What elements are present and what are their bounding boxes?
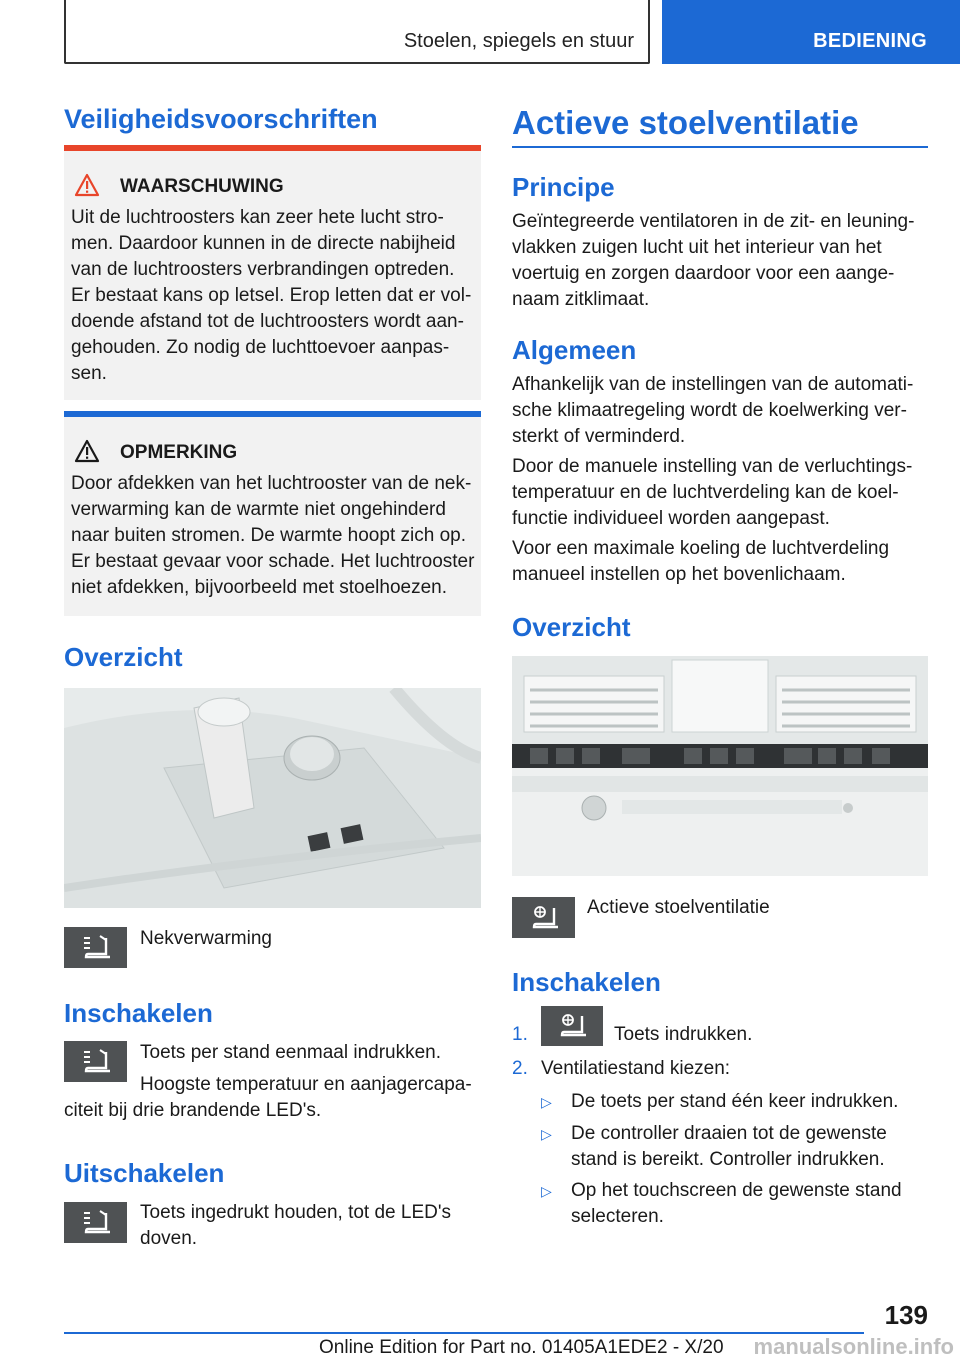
title-rule (512, 146, 928, 148)
substep-bullet-icon: ▷ (541, 1183, 552, 1199)
step-2-number: 2. (512, 1058, 528, 1079)
switch-on-line2: Hoogste temperatuur en aanjagercapa- (140, 1074, 472, 1095)
chapter-title: Stoelen, spiegels en stuur (403, 30, 634, 52)
footer-rule (64, 1332, 864, 1334)
neck-warmer-button[interactable] (64, 927, 127, 968)
note-text: Door afdekken van het luchtrooster van de nek- verwarming kan de warmte niet ongehinderd naar buiten stromen. De warmte hoopt zich op. Er bestaat gevaar voor schade. Het luchtrooster niet afdekken, bijvoorbeeld met stoelhoezen. (71, 473, 475, 598)
seat-ventilation-icon (552, 1010, 592, 1042)
step-1-text: Toets indrukken. (614, 1024, 753, 1045)
edition-text: Online Edition for Part no. 01405A1EDE2 - X/20 (319, 1337, 724, 1358)
substep-1: De toets per stand één keer indrukken. (571, 1091, 899, 1112)
step-2-text: Ventilatiestand kiezen: (541, 1058, 731, 1079)
overview-heading-right: Overzicht (512, 612, 631, 642)
neck-heating-icon (76, 932, 116, 964)
section-tab[interactable] (662, 0, 960, 64)
switch-on-line3: citeit bij drie brandende LED's. (64, 1100, 322, 1121)
principle-text: Geïntegreerde ventilatoren in de zit- en leuning- vlakken zuigen lucht uit het interieur van het voertuig en zorgen daardoor voor een aange- naam zitklimaat. (512, 211, 915, 310)
switch-on-heading-right: Inschakelen (512, 967, 661, 997)
switch-on-line1: Toets per stand eenmaal indrukken. (140, 1042, 442, 1063)
caution-triangle-icon (74, 439, 100, 463)
general-heading: Algemeen (512, 335, 637, 365)
seat-ventilation-icon (524, 902, 564, 934)
seat-ventilation-button[interactable] (512, 897, 575, 938)
section-title: Actieve stoelventilatie (512, 104, 859, 141)
header-chapter-box (64, 0, 650, 64)
switch-off-line1: Toets ingedrukt houden, tot de LED's (140, 1202, 451, 1223)
center-console-photo (64, 688, 481, 908)
seat-ventilation-button-step[interactable] (541, 1006, 603, 1046)
substep-bullet-icon: ▷ (541, 1126, 552, 1142)
neck-heating-icon (76, 1046, 116, 1078)
switch-off-heading: Uitschakelen (64, 1158, 225, 1188)
neck-warmer-button-off[interactable] (64, 1202, 127, 1243)
section-tab-label: BEDIENING (813, 30, 927, 52)
climate-panel-photo (512, 656, 928, 876)
warning-box (64, 151, 481, 400)
switch-on-heading-left: Inschakelen (64, 998, 213, 1028)
substep-bullet-icon: ▷ (541, 1094, 552, 1110)
climate-panel-illustration (512, 656, 928, 876)
principle-heading: Principe (512, 172, 615, 202)
note-label: OPMERKING (120, 442, 238, 463)
note-box (64, 417, 481, 616)
neck-warmer-button-on[interactable] (64, 1041, 127, 1082)
substep-2: De controller draaien tot de gewenste stand is bereikt. Controller indrukken. (571, 1123, 887, 1170)
step-1-number: 1. (512, 1024, 528, 1045)
neck-heating-icon (76, 1207, 116, 1239)
overview-heading-left: Overzicht (64, 642, 183, 672)
watermark-text: manualsonline.info (753, 1334, 954, 1359)
center-console-illustration (64, 688, 481, 908)
warning-text: Uit de luchtroosters kan zeer hete lucht stro- men. Daardoor kunnen in de directe nabijheid van de luchtroosters verbrandingen optreden. Er bestaat kans op letsel. Erop letten dat er vol- doende afstand tot de luchtroosters wordt aan- gehouden. Zo nodig de luchttoevoer aanpas- sen. (71, 207, 472, 384)
general-paragraph-2: Door de manuele instelling van de verluchtings- temperatuur en de luchtverdeling kan de koel- functie individueel worden aangepast. (512, 456, 913, 529)
switch-off-line2: doven. (140, 1228, 198, 1249)
warning-label: WAARSCHUWING (120, 176, 284, 197)
vent-caption: Actieve stoelventilatie (587, 897, 770, 918)
page-number: 139 (884, 1300, 928, 1330)
substep-3: Op het touchscreen de gewenste stand selecteren. (571, 1180, 902, 1227)
safety-heading: Veiligheidsvoorschriften (64, 104, 378, 134)
neck-caption: Nekverwarming (140, 928, 272, 949)
general-paragraph-1: Afhankelijk van de instellingen van de automati- sche klimaatregeling wordt de koelwerking ver- sterkt of verminderd. (512, 374, 914, 447)
warning-triangle-icon (74, 173, 100, 197)
general-paragraph-3: Voor een maximale koeling de luchtverdeling manueel instellen op het bovenlichaam. (512, 538, 890, 585)
